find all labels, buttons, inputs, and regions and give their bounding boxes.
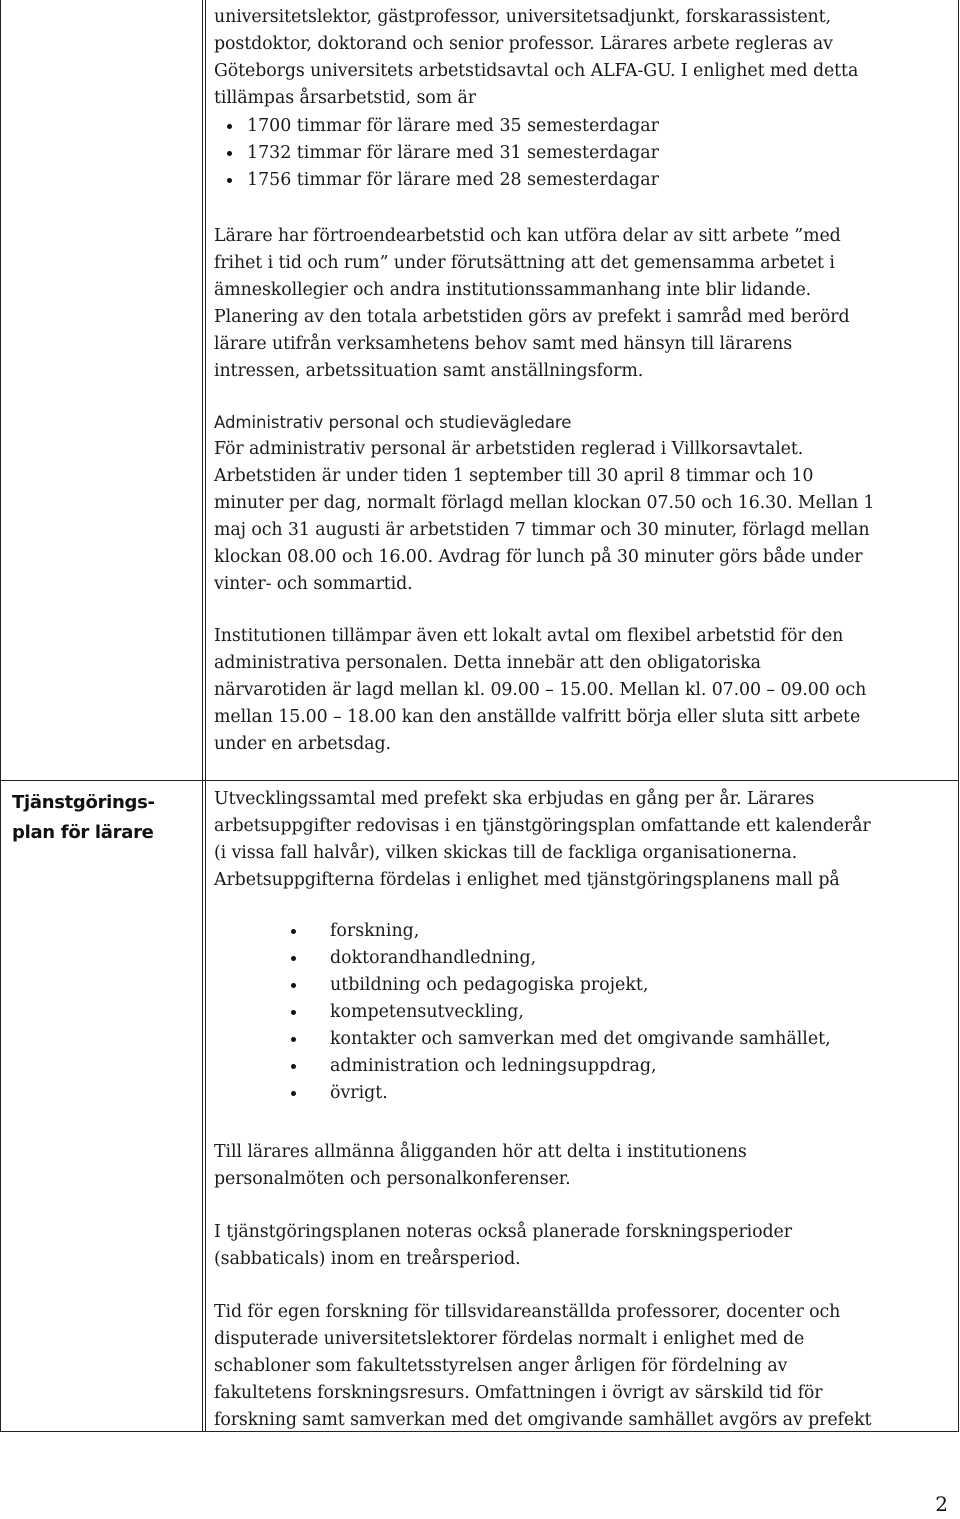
flex-paragraph [214,623,944,758]
text-line: forskning samt samverkan med det omgivande samhället avgörs av prefekt [214,1409,872,1430]
list-item: doktorandhandledning, [214,945,944,972]
list-item: kompetensutveckling, [214,999,944,1026]
plan-intro-paragraph [214,786,944,894]
trust-paragraph [214,223,944,384]
text-line: vinter- och sommartid. [214,573,413,594]
sabbatical-paragraph [214,1219,944,1273]
column-divider [202,0,203,1432]
text-line: mellan 15.00 – 18.00 kan den anställde valfritt börja eller sluta sitt arbete [214,706,861,727]
text-line: disputerade universitetslektorer fördelas normalt i enlighet med de [214,1328,805,1349]
text-line: Göteborgs universitets arbetstidsavtal och ALFA-GU. I enlighet med detta [214,60,859,81]
list-item: administration och ledningsuppdrag, [214,1053,944,1080]
list-item: övrigt. [214,1080,944,1107]
text-line: personalmöten och personalkonferenser. [214,1168,571,1189]
row-label-line: plan för lärare [12,822,154,843]
text-line: arbetsuppgifter redovisas i en tjänstgöringsplan omfattande ett kalenderår [214,815,871,836]
text-line: (sabbaticals) inom en treårsperiod. [214,1248,521,1269]
page-number: 2 [935,1492,948,1516]
text-line: under en arbetsdag. [214,733,391,754]
text-line: postdoktor, doktorand och senior professor. Lärares arbete regleras av [214,33,833,54]
text-line: Institutionen tillämpar även ett lokalt avtal om flexibel arbetstid för den [214,626,844,646]
text-line: närvarotiden är lagd mellan kl. 09.00 – 15.00. Mellan kl. 07.00 – 09.00 och [214,679,867,700]
text-line: fakultetens forskningsresurs. Omfattningen i övrigt av särskild tid för [214,1382,823,1403]
text-line: Arbetstiden är under tiden 1 september till 30 april 8 timmar och 10 [214,465,814,486]
duties-paragraph [214,1139,944,1193]
list-item: utbildning och pedagogiska projekt, [214,972,944,999]
row-label-line: Tjänstgörings- [12,792,155,813]
text-line: klockan 08.00 och 16.00. Avdrag för lunch på 30 minuter görs både under [214,546,863,567]
list-item: 1732 timmar för lärare med 31 semesterdagar [214,140,944,167]
text-line: minuter per dag, normalt förlagd mellan klockan 07.50 och 16.30. Mellan 1 [214,492,875,513]
text-line: Arbetsuppgifterna fördelas i enlighet med tjänstgöringsplanens mall på [214,869,840,890]
list-item: 1756 timmar för lärare med 28 semesterdagar [214,167,944,194]
text-line: Lärare har förtroendearbetstid och kan utföra delar av sitt arbete ”med [214,226,841,246]
text-line: För administrativ personal är arbetstiden reglerad i Villkorsavtalet. [214,439,804,459]
task-list [214,918,944,1107]
text-line: Planering av den totala arbetstiden görs av prefekt i samråd med berörd [214,306,850,327]
admin-section [214,410,944,597]
research-paragraph [214,1299,944,1434]
text-line: Utvecklingssamtal med prefekt ska erbjudas en gång per år. Lärares [214,789,815,809]
intro-paragraph [214,4,944,112]
row-divider [0,780,959,781]
text-line: maj och 31 augusti är arbetstiden 7 timmar och 30 minuter, förlagd mellan [214,519,870,540]
text-line: schabloner som fakultetsstyrelsen anger årligen för fördelning av [214,1355,788,1376]
section-heading: Administrativ personal och studievägledare [214,413,572,432]
text-line: I tjänstgöringsplanen noteras också planerade forskningsperioder [214,1222,792,1242]
text-line: Till lärares allmänna åligganden hör att delta i institutionens [214,1142,747,1162]
text-line: tillämpas årsarbetstid, som är [214,87,476,108]
text-line: frihet i tid och rum” under förutsättning att det gemensamma arbetet i [214,252,835,273]
text-line: Tid för egen forskning för tillsvidareanställda professorer, docenter och [214,1302,841,1322]
hours-list [214,113,944,194]
text-line: lärare utifrån verksamhetens behov samt med hänsyn till lärarens [214,333,793,354]
text-line: (i vissa fall halvår), vilken skickas till de fackliga organisationerna. [214,842,798,863]
list-item: kontakter och samverkan med det omgivande samhället, [214,1026,944,1053]
text-line: intressen, arbetssituation samt anställningsform. [214,360,644,381]
text-line: ämneskollegier och andra institutionssammanhang inte blir lidande. [214,279,812,300]
text-line: universitetslektor, gästprofessor, universitetsadjunkt, forskarassistent, [214,7,831,27]
text-line: administrativa personalen. Detta innebär att den obligatoriska [214,652,761,673]
column-divider-inner [205,0,206,1432]
list-item: forskning, [214,918,944,945]
list-item: 1700 timmar för lärare med 35 semesterdagar [214,113,944,140]
row-label [12,788,192,848]
